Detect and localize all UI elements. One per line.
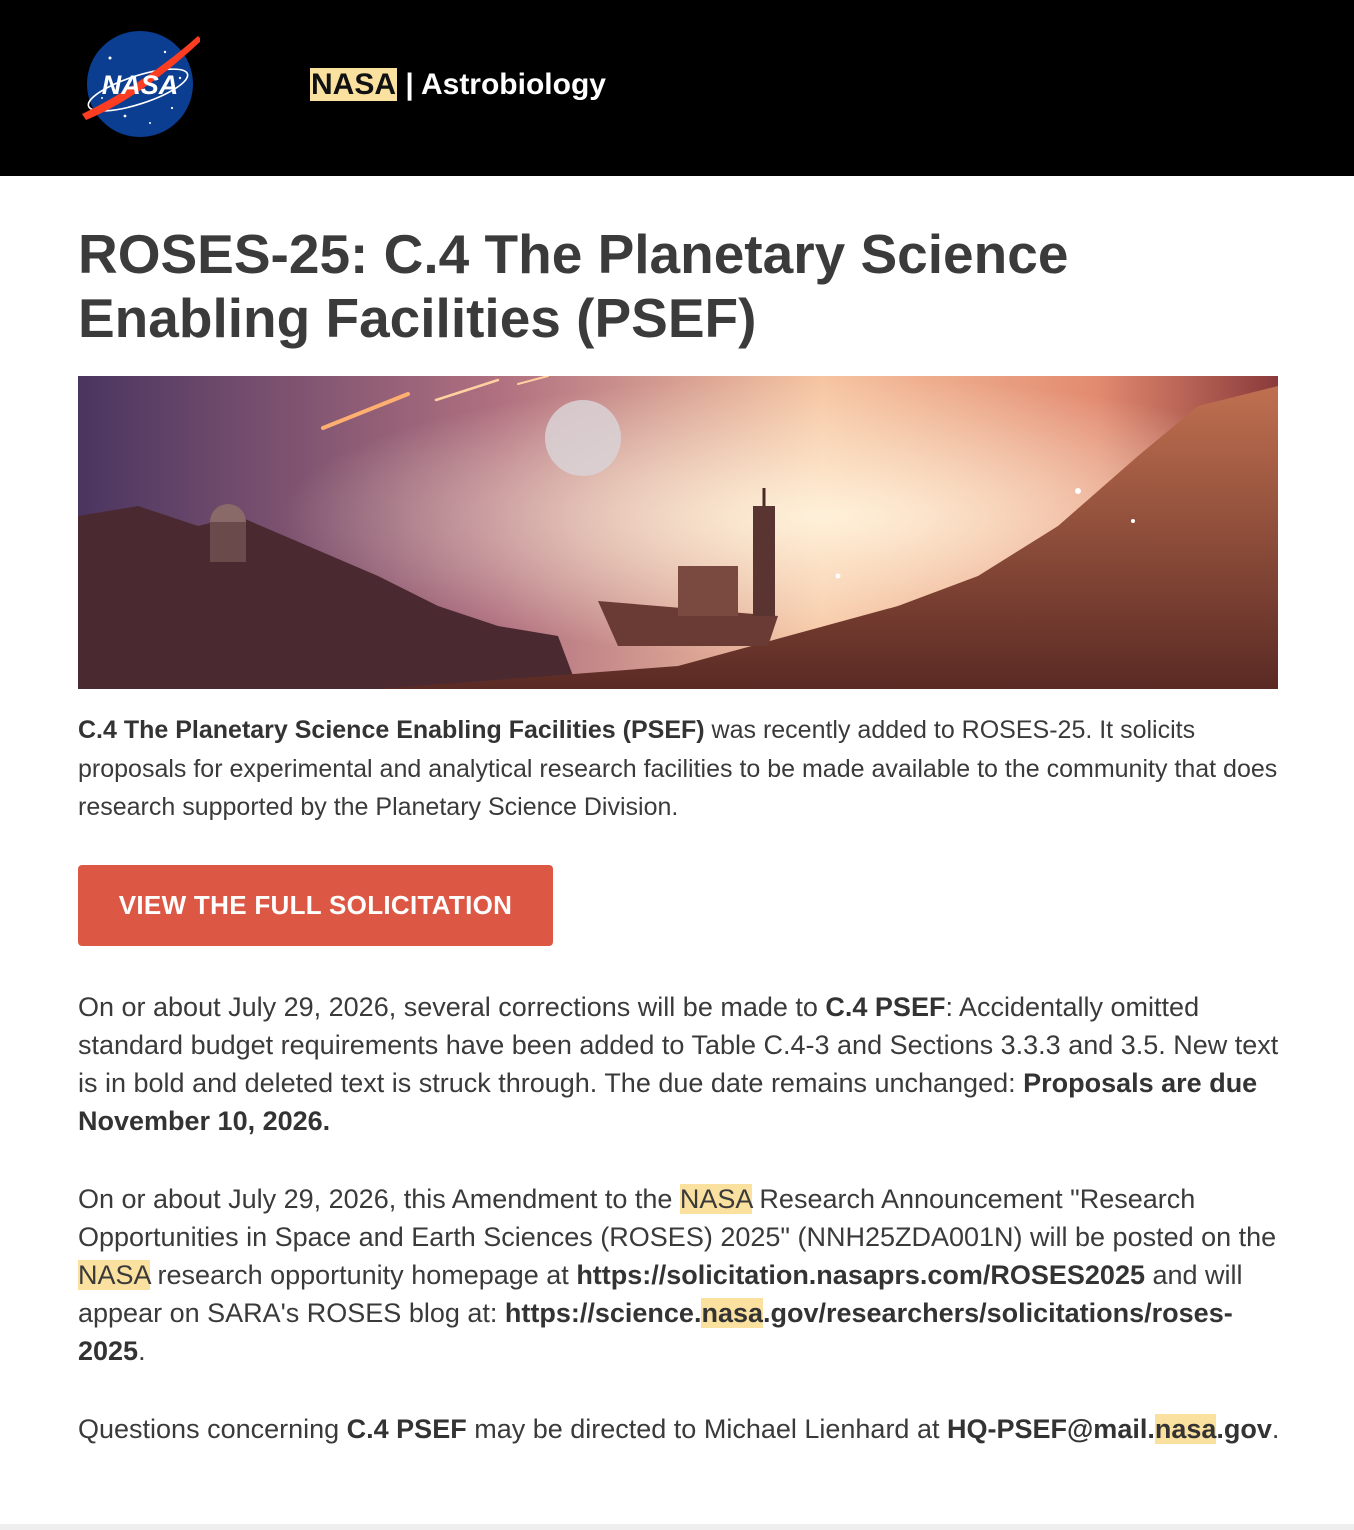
questions-text-1: Questions concerning — [78, 1414, 347, 1444]
solicitation-homepage-link[interactable]: https://solicitation.nasaprs.com/ROSES2025 — [576, 1260, 1145, 1290]
amendment-text-3: research opportunity homepage at — [150, 1260, 577, 1290]
amendment-nasa-2: NASA — [78, 1260, 151, 1290]
questions-bold: C.4 PSEF — [346, 1414, 467, 1444]
corrections-bold-1: C.4 PSEF — [825, 992, 946, 1022]
email-nasa: nasa — [1154, 1414, 1217, 1444]
email-pre: HQ-PSEF@mail. — [946, 1414, 1155, 1444]
corrections-paragraph — [78, 988, 1288, 1140]
amendment-text-1: On or about July 29, 2026, this Amendment to the — [78, 1184, 680, 1214]
corrections-text-2: : Accidentally omitted standard budget requirements have been added to Table C.4-3 and Sections 3.3.3 and 3.5. New text is in bold and deleted text is struck through. The due date remains unchanged: — [78, 992, 1279, 1098]
nasa-meatball-logo[interactable] — [80, 28, 200, 140]
questions-text-2: may be directed to Michael Lienhard at — [466, 1414, 947, 1444]
questions-paragraph — [78, 1410, 1288, 1448]
questions-text-3: . — [1271, 1414, 1280, 1444]
amendment-paragraph — [78, 1180, 1288, 1370]
footer-divider — [0, 1524, 1354, 1530]
email-post: .gov — [1216, 1414, 1272, 1444]
hero-image[interactable] — [78, 376, 1278, 689]
roses-blog-link-nasa: nasa — [701, 1298, 763, 1328]
email-header — [0, 0, 1354, 176]
intro-paragraph — [78, 711, 1288, 827]
page-title: ROSES-25: C.4 The Planetary Science Enabling Facilities (PSEF) — [78, 223, 1069, 349]
amendment-text-4: and will appear on SARA's ROSES blog at: — [78, 1260, 1243, 1328]
view-solicitation-button[interactable]: VIEW THE FULL SOLICITATION — [78, 865, 553, 946]
corrections-text-1: On or about July 29, 2026, several corrections will be made to — [78, 992, 826, 1022]
brand-title[interactable] — [310, 68, 606, 102]
contact-email-link[interactable] — [947, 1414, 1272, 1444]
amendment-text-5: . — [138, 1336, 146, 1366]
amendment-nasa-1: NASA — [679, 1184, 752, 1214]
brand-nasa: NASA — [311, 68, 397, 101]
logo-wordmark: NASA — [101, 70, 179, 100]
brand-separator: | — [397, 68, 421, 101]
intro-text: was recently added to ROSES-25. It solicits proposals for experimental and analytical research facilities to be made available to the community that does research supported by the Planetary Science Division. — [78, 716, 1278, 821]
corrections-due-date: Proposals are due November 10, 2026. — [78, 1068, 1258, 1136]
intro-bold: C.4 The Planetary Science Enabling Facilities (PSEF) — [78, 716, 705, 744]
amendment-text-2: Research Announcement "Research Opportunities in Space and Earth Sciences (ROSES) 2025" (NNH25ZDA001N) will be posted on the — [78, 1184, 1277, 1252]
roses-blog-link-pre: https://science. — [504, 1298, 702, 1328]
brand-section: Astrobiology — [420, 68, 606, 101]
roses-blog-link-post: .gov/researchers/solicitations/roses-2025 — [78, 1298, 1233, 1366]
